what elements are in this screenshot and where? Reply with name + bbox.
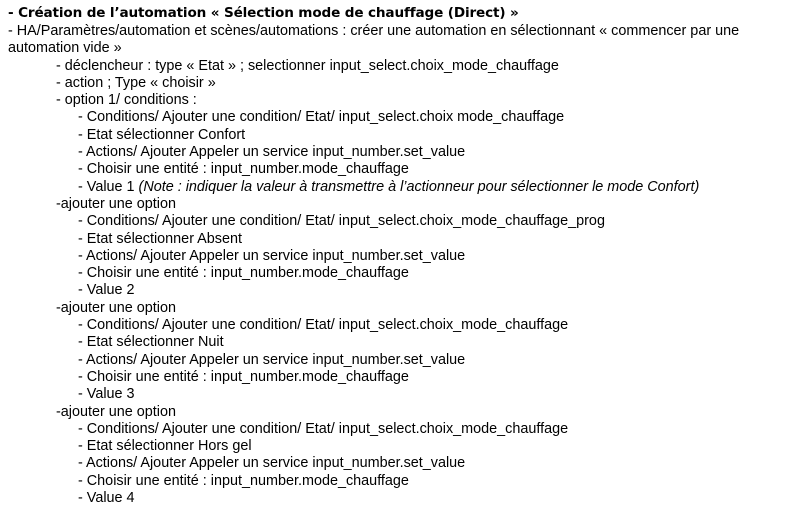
option1-condition: - Conditions/ Ajouter une condition/ Etat/ input_select.choix mode_chauffage <box>78 109 565 126</box>
option4-service: - Actions/ Ajouter Appeler un service input_number.set_value <box>78 455 466 472</box>
option2-condition: - Conditions/ Ajouter une condition/ Etat/ input_select.choix_mode_chauffage_prog <box>78 213 605 230</box>
option2-header: -ajouter une option <box>56 195 177 212</box>
option1-value: - Value 1 <box>78 178 135 195</box>
option2-value: - Value 2 <box>78 282 135 299</box>
option1-state: - Etat sélectionner Confort <box>78 126 246 143</box>
option3-service: - Actions/ Ajouter Appeler un service input_number.set_value <box>78 351 466 368</box>
intro-paragraph: - HA/Paramètres/automation et scènes/automations : créer une automation en sélectionnant « commencer par une automation vide » <box>8 23 740 57</box>
document-body <box>8 4 792 507</box>
action-line: - action ; Type « choisir » <box>56 74 216 91</box>
option2-state: - Etat sélectionner Absent <box>78 230 242 247</box>
option3-header: -ajouter une option <box>56 299 177 316</box>
option1-entity: - Choisir une entité : input_number.mode_chauffage <box>78 161 409 178</box>
option2-service: - Actions/ Ajouter Appeler un service input_number.set_value <box>78 247 466 264</box>
option3-entity: - Choisir une entité : input_number.mode_chauffage <box>78 368 409 385</box>
automation-title: - Création de l’automation « Sélection mode de chauffage (Direct) » <box>8 5 519 21</box>
option4-entity: - Choisir une entité : input_number.mode_chauffage <box>78 472 409 489</box>
option3-condition: - Conditions/ Ajouter une condition/ Etat/ input_select.choix_mode_chauffage <box>78 317 569 334</box>
option3-value: - Value 3 <box>78 386 135 403</box>
option4-state: - Etat sélectionner Hors gel <box>78 438 252 455</box>
option2-entity: - Choisir une entité : input_number.mode_chauffage <box>78 265 409 282</box>
option1-note: (Note : indiquer la valeur à transmettre à l’actionneur pour sélectionner le mode Confort) <box>138 178 700 195</box>
option3-state: - Etat sélectionner Nuit <box>78 334 224 351</box>
option4-header: -ajouter une option <box>56 403 177 420</box>
option1-value-line <box>8 179 792 196</box>
option4-value: - Value 4 <box>78 490 135 507</box>
option1-header: - option 1/ conditions : <box>56 92 197 109</box>
option1-service: - Actions/ Ajouter Appeler un service input_number.set_value <box>78 144 466 161</box>
option4-condition: - Conditions/ Ajouter une condition/ Etat/ input_select.choix_mode_chauffage <box>78 420 569 437</box>
trigger-line: - déclencheur : type « Etat » ; selectionner input_select.choix_mode_chauffage <box>56 57 559 74</box>
